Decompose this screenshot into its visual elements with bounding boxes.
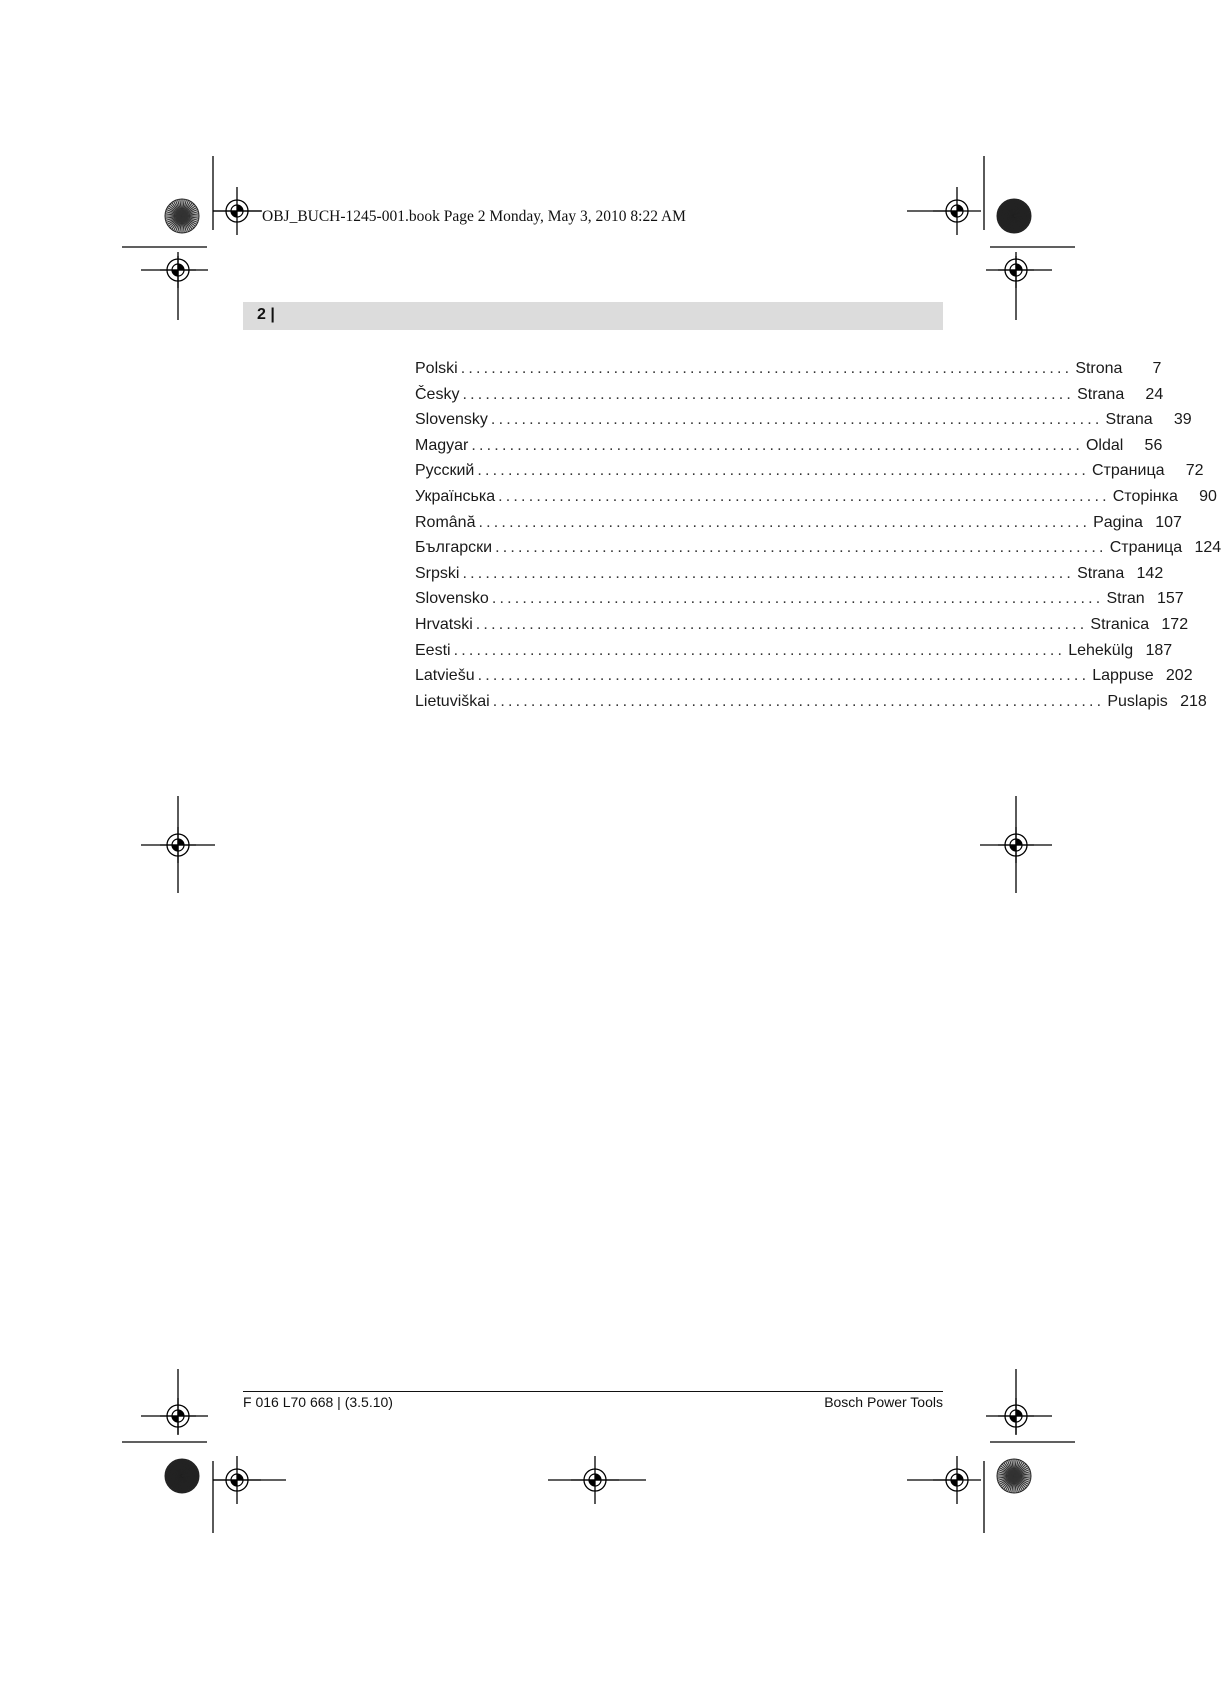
toc-page-number: 142: [1136, 564, 1164, 582]
registration-mark: [160, 827, 196, 863]
toc-language: Slovensky: [415, 411, 488, 429]
toc-page-number: 124: [1194, 539, 1221, 557]
toc-page-number: 157: [1157, 590, 1184, 608]
registration-mark: [160, 252, 196, 288]
toc-page-word: Сторінка: [1112, 487, 1178, 505]
toc-page-number: 90: [1199, 487, 1217, 505]
toc-leader-dots: ................................................................................: [477, 462, 1089, 480]
toc-language: Latviešu: [415, 667, 475, 685]
toc-entry: [415, 612, 1189, 638]
toc-page-number: 56: [1144, 436, 1163, 454]
toc-page-word: Lehekülg: [1068, 641, 1134, 659]
toc-page-word: Strona: [1075, 360, 1123, 377]
toc-leader-dots: ................................................................................: [453, 641, 1066, 659]
toc-page-number: 72: [1185, 462, 1204, 480]
registration-mark: [998, 827, 1034, 863]
toc-entry: [415, 638, 1173, 664]
toc-language: Română: [415, 513, 476, 531]
toc-page-word: Страница: [1092, 462, 1165, 480]
toc-page-number: 7: [1152, 360, 1162, 377]
footer-document-code: F 016 L70 668 | (3.5.10): [243, 1394, 393, 1410]
toc-language: Български: [415, 539, 493, 557]
toc-entry: [415, 586, 1184, 612]
registration-mark: [998, 1398, 1034, 1434]
starburst-target: [997, 1459, 1031, 1493]
toc-language: Українська: [415, 487, 496, 505]
registration-mark: [998, 252, 1034, 288]
toc-leader-dots: ................................................................................: [462, 564, 1075, 582]
toc-language: Hrvatski: [415, 615, 473, 633]
registration-mark: [160, 1398, 196, 1434]
toc-page-number: 107: [1155, 513, 1182, 531]
toc-page-word: Lappuse: [1092, 667, 1154, 685]
toc-leader-dots: ................................................................................: [475, 615, 1088, 633]
toc-entry: [415, 561, 1164, 587]
toc-page-word: Strana: [1077, 564, 1125, 582]
starburst-target: [997, 199, 1031, 233]
toc-language: Česky: [415, 385, 460, 403]
toc-page-word: Страница: [1109, 539, 1183, 557]
toc-language: Srpski: [415, 564, 460, 582]
toc-page-word: Stran: [1106, 590, 1145, 608]
toc-page-word: Puslapis: [1107, 692, 1168, 710]
toc-entry: [415, 458, 1204, 484]
toc-page-word: Oldal: [1085, 436, 1124, 454]
toc-language: Eesti: [415, 641, 451, 659]
print-slug: OBJ_BUCH-1245-001.book Page 2 Monday, May 3, 2010 8:22 AM: [262, 208, 686, 225]
toc-entry: [415, 382, 1164, 408]
toc-leader-dots: ................................................................................: [478, 513, 1091, 531]
toc-leader-dots: ................................................................................: [462, 385, 1075, 403]
toc-language: Русский: [415, 462, 475, 480]
toc-language: Magyar: [415, 436, 469, 454]
toc-language: Slovensko: [415, 590, 489, 608]
starburst-target: [165, 1459, 199, 1493]
toc-entry: [415, 663, 1193, 689]
toc-entry: [415, 484, 1217, 510]
footer-brand: Bosch Power Tools: [824, 1394, 943, 1410]
starburst-target: [165, 199, 199, 233]
toc-leader-dots: ................................................................................: [460, 360, 1073, 377]
toc-leader-dots: ................................................................................: [495, 539, 1107, 557]
toc-page-word: Strana: [1077, 385, 1125, 403]
toc-entry: [415, 689, 1207, 715]
page-number: 2 |: [257, 306, 275, 323]
toc-entry: [415, 535, 1221, 561]
toc-page-number: 39: [1173, 411, 1192, 429]
toc-leader-dots: ................................................................................: [471, 436, 1083, 454]
toc-page-word: Pagina: [1093, 513, 1143, 531]
toc-page-number: 172: [1161, 615, 1189, 633]
toc-entry: [415, 407, 1192, 433]
toc-page-number: 24: [1145, 385, 1164, 403]
toc-language: Lietuviškai: [415, 692, 490, 710]
toc-page-number: 187: [1145, 641, 1173, 659]
toc-leader-dots: ................................................................................: [491, 590, 1104, 608]
toc-language: Polski: [415, 360, 458, 377]
toc-page-number: 218: [1180, 692, 1207, 710]
toc-leader-dots: ................................................................................: [490, 411, 1103, 429]
toc-leader-dots: ................................................................................: [477, 667, 1090, 685]
toc-page-word: Strana: [1105, 411, 1153, 429]
toc-leader-dots: ................................................................................: [492, 692, 1105, 710]
page-header-bar: [243, 302, 943, 330]
footer-rule: [243, 1391, 943, 1392]
table-of-contents: [415, 356, 1221, 714]
toc-entry: [415, 356, 1162, 382]
toc-entry: [415, 510, 1182, 536]
toc-page-number: 202: [1165, 667, 1193, 685]
toc-page-word: Stranica: [1090, 615, 1150, 633]
toc-entry: [415, 433, 1163, 459]
toc-leader-dots: ................................................................................: [498, 487, 1110, 505]
